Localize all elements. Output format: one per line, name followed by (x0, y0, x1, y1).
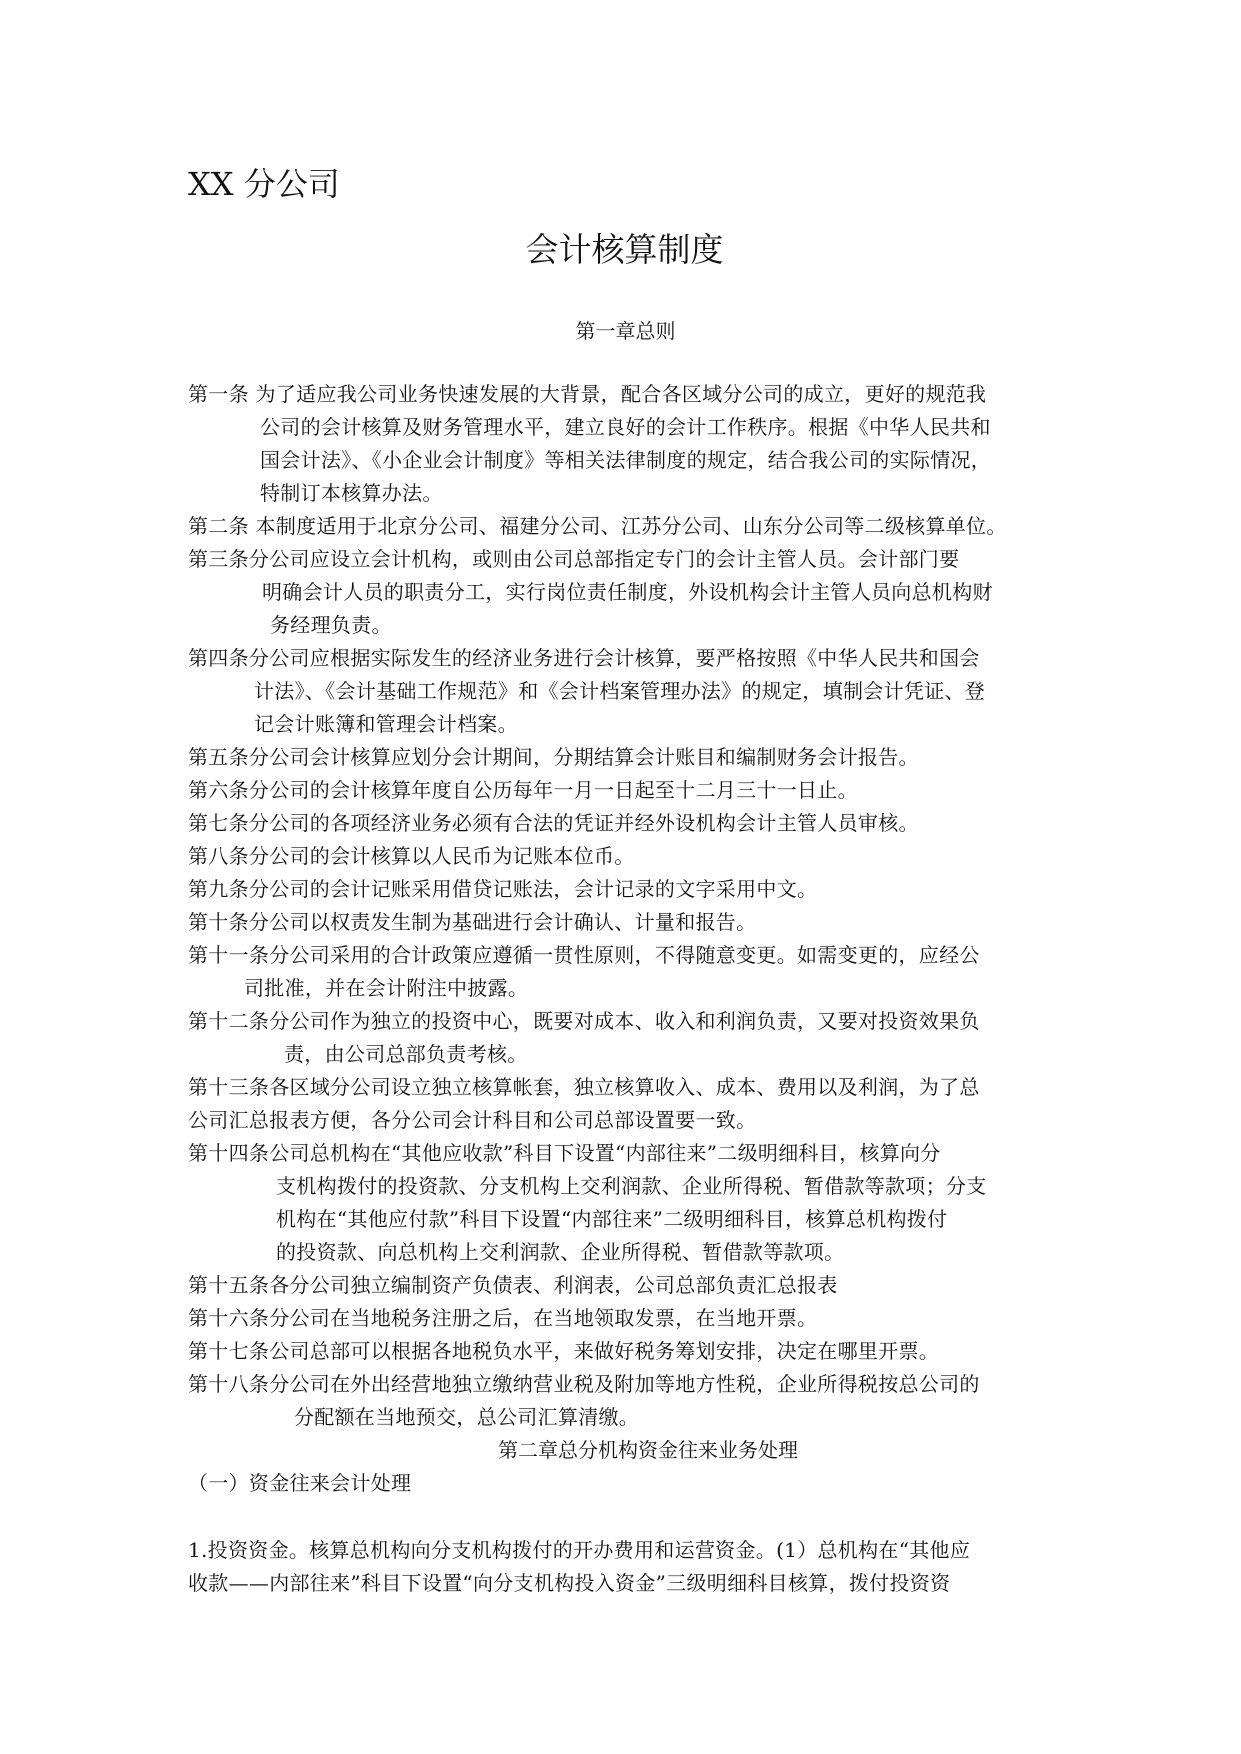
article-line: 第四条分公司应根据实际发生的经济业务进行会计核算，要严格按照《中华人民共和国会 (188, 646, 980, 670)
article-line: 第三条分公司应设立会计机构，或则由公司总部指定专门的会计主管人员。会计部门要 (188, 547, 960, 571)
article-line: 机构在“其他应付款”科目下设置“内部往来”二级明细科目，核算总机构拨付 (276, 1207, 948, 1231)
article-line: 司批准，并在会计附注中披露。 (244, 976, 529, 1000)
article-line: 第八条分公司的会计核算以人民币为记账本位币。 (188, 844, 635, 868)
article-line: 第十五条各分公司独立编制资产负债表、利润表，公司总部负责汇总报表 (188, 1273, 838, 1297)
article-line: 支机构拨付的投资款、分支机构上交利润款、企业所得税、暂借款等款项；分支 (276, 1174, 987, 1198)
article-line: 第十四条公司总机构在“其他应收款”科目下设置“内部往来”二级明细科目，核算向分 (188, 1141, 941, 1165)
article-line: 第十一条分公司采用的合计政策应遵循一贯性原则，不得随意变更。如需变更的，应经公 (188, 943, 980, 967)
article-line: 第十条分公司以权责发生制为基础进行会计确认、计量和报告。 (188, 910, 757, 934)
article-line: 第五条分公司会计核算应划分会计期间，分期结算会计账目和编制财务会计报告。 (188, 745, 919, 769)
company-name: XX 分公司 (188, 165, 340, 203)
section-heading: （一）资金往来会计处理 (188, 1471, 412, 1495)
article-line: 分配额在当地预交，总公司汇算清缴。 (294, 1405, 640, 1429)
article-line: 第九条分公司的会计记账采用借贷记账法，会计记录的文字采用中文。 (188, 877, 818, 901)
article-line: 明确会计人员的职责分工，实行岗位责任制度，外设机构会计主管人员向总机构财 (262, 580, 993, 604)
body-paragraph-line: 收款——内部往来”科目下设置“向分支机构投入资金”三级明细科目核算，拨付投资资 (188, 1571, 951, 1595)
article-line: 务经理负责。 (270, 613, 392, 637)
article-line: 公司汇总报表方便，各分公司会计科目和公司总部设置要一致。 (188, 1108, 757, 1132)
chapter-1-heading: 第一章总则 (575, 319, 676, 343)
article-line: 第七条分公司的各项经济业务必须有合法的凭证并经外设机构会计主管人员审核。 (188, 811, 919, 835)
article-line: 第十三条各区域分公司设立独立核算帐套，独立核算收入、成本、费用以及利润，为了总 (188, 1075, 980, 1099)
article-line: 第十八条分公司在外出经营地独立缴纳营业税及附加等地方性税，企业所得税按总公司的 (188, 1372, 980, 1396)
article-line: 第二条 本制度适用于北京分公司、福建分公司、江苏分公司、山东分公司等二级核算单位。 (188, 514, 1007, 538)
article-line: 记会计账簿和管理会计档案。 (254, 712, 518, 736)
article-line: 国会计法》、《小企业会计制度》等相关法律制度的规定，结合我公司的实际情况， (260, 448, 992, 472)
article-line: 的投资款、向总机构上交利润款、企业所得税、暂借款等款项。 (276, 1240, 845, 1264)
chapter-2-heading: 第二章总分机构资金往来业务处理 (498, 1438, 798, 1462)
article-line: 公司的会计核算及财务管理水平，建立良好的会计工作秩序。根据《中华人民共和 (260, 415, 991, 439)
article-line: 第一条 为了适应我公司业务快速发展的大背景，配合各区域分公司的成立，更好的规范我 (188, 382, 987, 406)
article-line: 计法》、《会计基础工作规范》和《会计档案管理办法》的规定，填制会计凭证、登 (254, 679, 986, 703)
article-line: 特制订本核算办法。 (260, 481, 443, 505)
article-line: 第十六条分公司在当地税务注册之后，在当地领取发票，在当地开票。 (188, 1306, 818, 1330)
article-line: 第十七条公司总部可以根据各地税负水平，来做好税务筹划安排，决定在哪里开票。 (188, 1339, 940, 1363)
document-title: 会计核算制度 (525, 230, 724, 269)
article-line: 责，由公司总部负责考核。 (284, 1042, 528, 1066)
article-line: 第十二条分公司作为独立的投资中心，既要对成本、收入和利润负责，又要对投资效果负 (188, 1009, 980, 1033)
article-line: 第六条分公司的会计核算年度自公历每年一月一日起至十二月三十一日止。 (188, 778, 858, 802)
body-paragraph-line: 1.投资资金。核算总机构向分支机构拨付的开办费用和运营资金。(1）总机构在“其他应 (188, 1538, 971, 1562)
